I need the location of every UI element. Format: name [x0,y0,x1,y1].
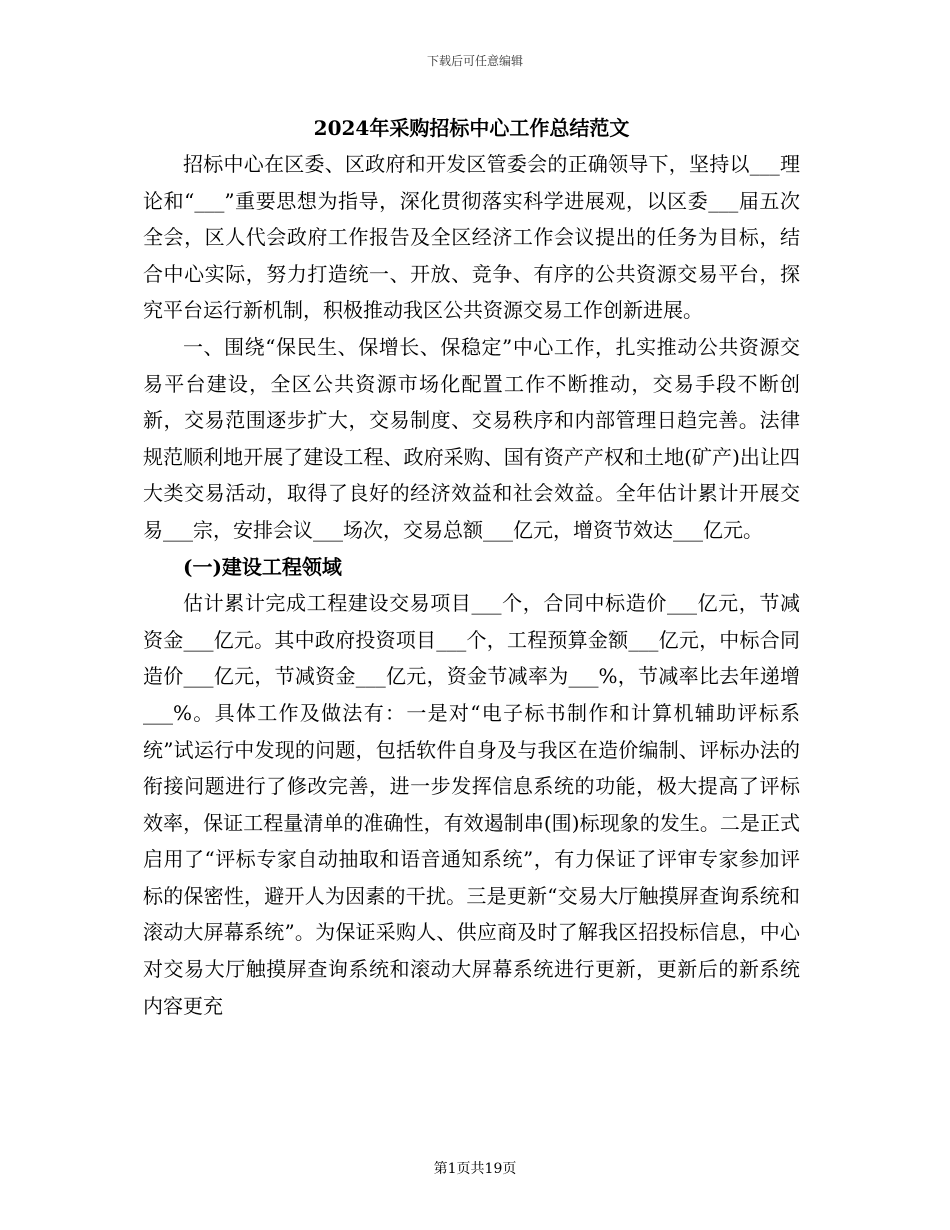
paragraph-construction: 估计累计完成工程建设交易项目___个，合同中标造价___亿元，节减资金___亿元。其中政府投资项目___个，工程预算金额___亿元，中标合同造价___亿元，节减资金___亿元，资金节减率为___%，节减率比去年递增___%。具体工作及做法有：一是对“电子标书制作和计算机辅助评标系统”试运行中发现的问题，包括软件自身及与我区在造价编制、评标办法的衔接问题进行了修改完善，进一步发挥信息系统的功能，极大提高了评标效率，保证工程量清单的准确性，有效遏制串(围)标现象的发生。二是正式启用了“评标专家自动抽取和语音通知系统”，有力保证了评审专家参加评标的保密性，避开人为因素的干扰。三是更新“交易大厅触摸屏查询系统和滚动大屏幕系统”。为保证采购人、供应商及时了解我区招投标信息，中心对交易大厅触摸屏查询系统和滚动大屏幕系统进行更新，更新后的新系统内容更充 [143,591,800,1018]
page-header-note: 下载后可任意编辑 [426,54,523,68]
document-body [143,110,800,1024]
document-title: 2024年采购招标中心工作总结范文 [313,116,630,140]
paragraph-section-one: 一、围绕“保民生、保增长、保稳定”中心工作，扎实推动公共资源交易平台建设，全区公共资源市场化配置工作不断推动，交易手段不断创新，交易范围逐步扩大，交易制度、交易秩序和内部管理日趋完善。法律规范顺利地开展了建设工程、政府采购、国有资产产权和土地(矿产)出让四大类交易活动，取得了良好的经济效益和社会效益。全年估计累计开展交易___宗，安排会议___场次，交易总额___亿元，增资节效达___亿元。 [143,334,800,542]
paragraph-intro: 招标中心在区委、区政府和开发区管委会的正确领导下，坚持以___理论和“___”重要思想为指导，深化贯彻落实科学进展观，以区委___届五次全会，区人代会政府工作报告及全区经济工作会议提出的任务为目标，结合中心实际，努力打造统一、开放、竞争、有序的公共资源交易平台，探究平台运行新机制，积极推动我区公共资源交易工作创新进展。 [143,152,800,323]
section-heading-construction: (一)建设工程领域 [183,554,342,579]
page-number: 第1页共19页 [433,1161,517,1177]
